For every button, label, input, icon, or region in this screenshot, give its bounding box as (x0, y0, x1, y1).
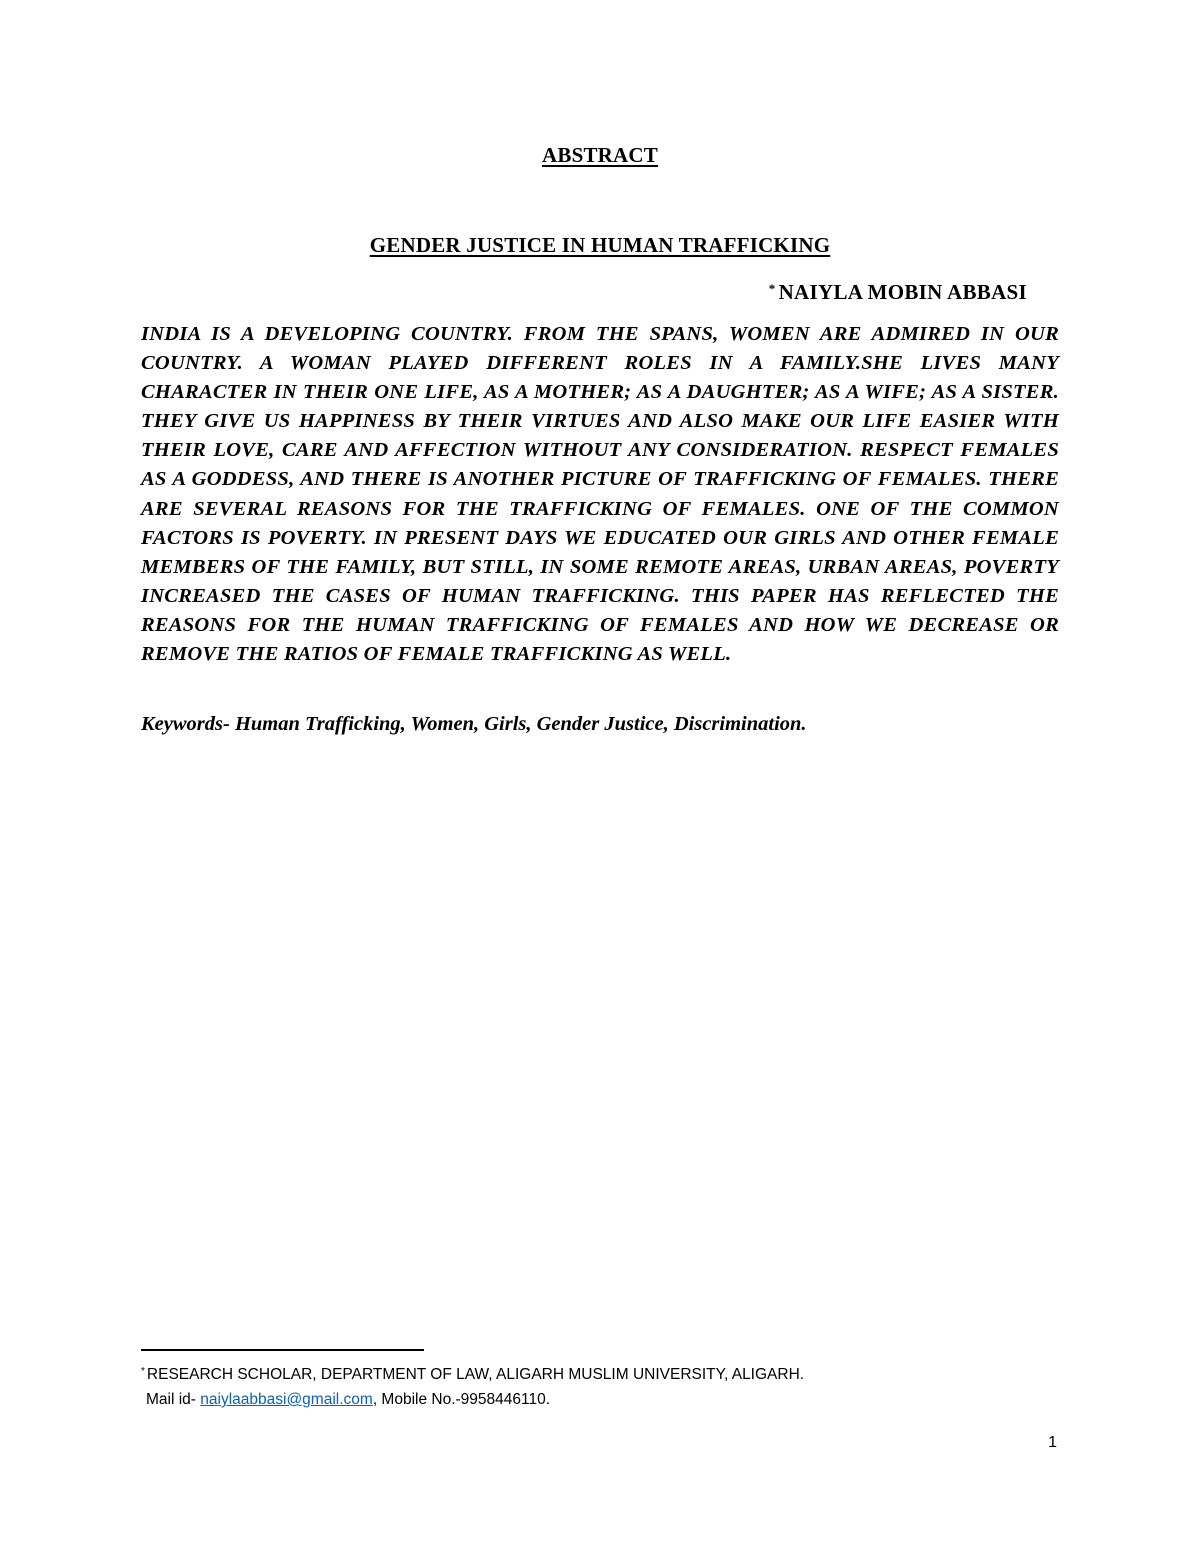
footnote-separator (141, 1349, 424, 1351)
footnote-contact (141, 1391, 550, 1409)
author-name: NAIYLA MOBIN ABBASI (778, 280, 1027, 304)
footnote-affiliation (141, 1366, 804, 1384)
mobile-text: , Mobile No.-9958446110. (372, 1391, 551, 1408)
affiliation-text: RESEARCH SCHOLAR, DEPARTMENT OF LAW, ALIGARH MUSLIM UNIVERSITY, ALIGARH. (146, 1366, 805, 1383)
page-number: 1 (1048, 1434, 1057, 1451)
keywords: Keywords- Human Trafficking, Women, Girls, Gender Justice, Discrimination. (141, 713, 807, 735)
section-heading: ABSTRACT (542, 143, 658, 167)
author-line (769, 280, 1027, 305)
footnote-marker: * (141, 1366, 145, 1377)
abstract-body: INDIA IS A DEVELOPING COUNTRY. FROM THE SPANS, WOMEN ARE ADMIRED IN OUR COUNTRY. A WOMAN PLAYED DIFFERENT ROLES IN A FAMILY.SHE LIVES MANY CHARACTER IN THEIR ONE LIFE, AS A MOTHER; AS A DAUGHTER; AS A WIFE; AS A SISTER. THEY GIVE US HAPPINESS BY THEIR VIRTUES AND ALSO MAKE OUR LIFE EASIER WITH THEIR LOVE, CARE AND AFFECTION WITHOUT ANY CONSIDERATION. RESPECT FEMALES AS A GODDESS, AND THERE IS ANOTHER PICTURE OF TRAFFICKING OF FEMALES. THERE ARE SEVERAL REASONS FOR THE TRAFFICKING OF FEMALES. ONE OF THE COMMON FACTORS IS POVERTY. IN PRESENT DAYS WE EDUCATED OUR GIRLS AND OTHER FEMALE MEMBERS OF THE FAMILY, BUT STILL, IN SOME REMOTE AREAS, URBAN AREAS, POVERTY INCREASED THE CASES OF HUMAN TRAFFICKING. THIS PAPER HAS REFLECTED THE REASONS FOR THE HUMAN TRAFFICKING OF FEMALES AND HOW WE DECREASE OR REMOVE THE RATIOS OF FEMALE TRAFFICKING AS WELL. (141, 323, 1059, 666)
email-link[interactable]: naiylaabbasi@gmail.com (200, 1391, 373, 1408)
footnote-marker: * (768, 281, 776, 296)
mail-label: Mail id- (146, 1391, 201, 1408)
paper-title: GENDER JUSTICE IN HUMAN TRAFFICKING (369, 233, 831, 257)
